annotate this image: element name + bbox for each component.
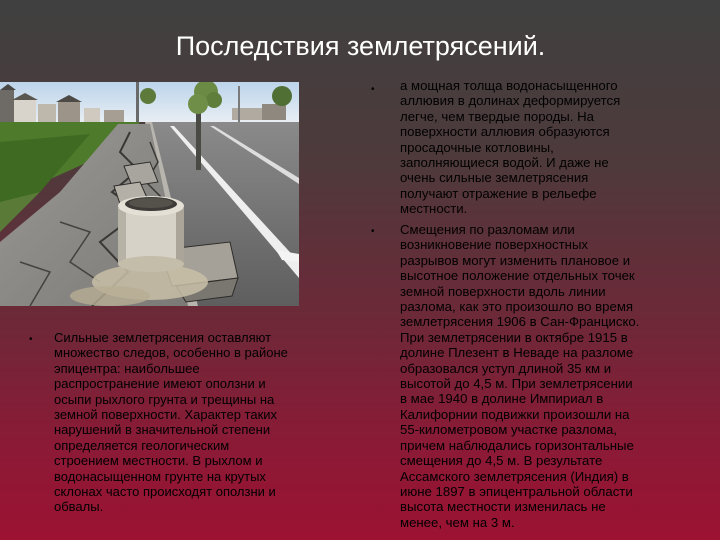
earthquake-damaged-road-photo [0,82,299,306]
right-bullet-text: Смещения по разломам или возникновение поверхностных разрывов могут изменить плановое и высотное положение отдельных точек земной поверхности вдоль линии разлома, как это произошло во время землетрясения 1906 в Сан-Франциско. При землетрясении в октябре 1915 в долине Плезент в Неваде на разломе образовался уступ длиной 35 км и высотой до 4,5 м. При землетрясении в мае 1940 в долине Импириал в Калифорнии подвижки произошли на 55-километровом участке разлома, причем наблюдались горизонтальные смещения до 4,5 м. В результате Ассамского землетрясения (Индия) в июне 1897 в эпицентральной области высота местности изменилась не менее, чем на 3 м. [400,222,640,530]
slide-title: Последствия землетрясений. [175,31,546,61]
right-bullet-marker: • [371,84,375,95]
right-bullet-text: а мощная толща водонасыщенного аллювия в долинах деформируется легче, чем твердые породы. На поверхности аллювия образуются просадочные котловины, заполняющиеся водой. И даже не очень сильные землетрясения получают отражение в рельефе местности. [400,78,621,217]
left-bullet-marker: • [29,334,33,345]
left-bullet-text: Сильные землетрясения оставляют множество следов, особенно в районе эпицентра: наибольшее распространение имеют оползни и осыпи рыхлого грунта и трещины на земной поверхности. Характер таких нарушений в значительной степени определяется геологическим строением местности. В рыхлом и водонасыщенном грунте на крутых склонах часто происходят оползни и обвалы. [54,330,288,515]
right-bullet-marker: • [371,226,375,237]
